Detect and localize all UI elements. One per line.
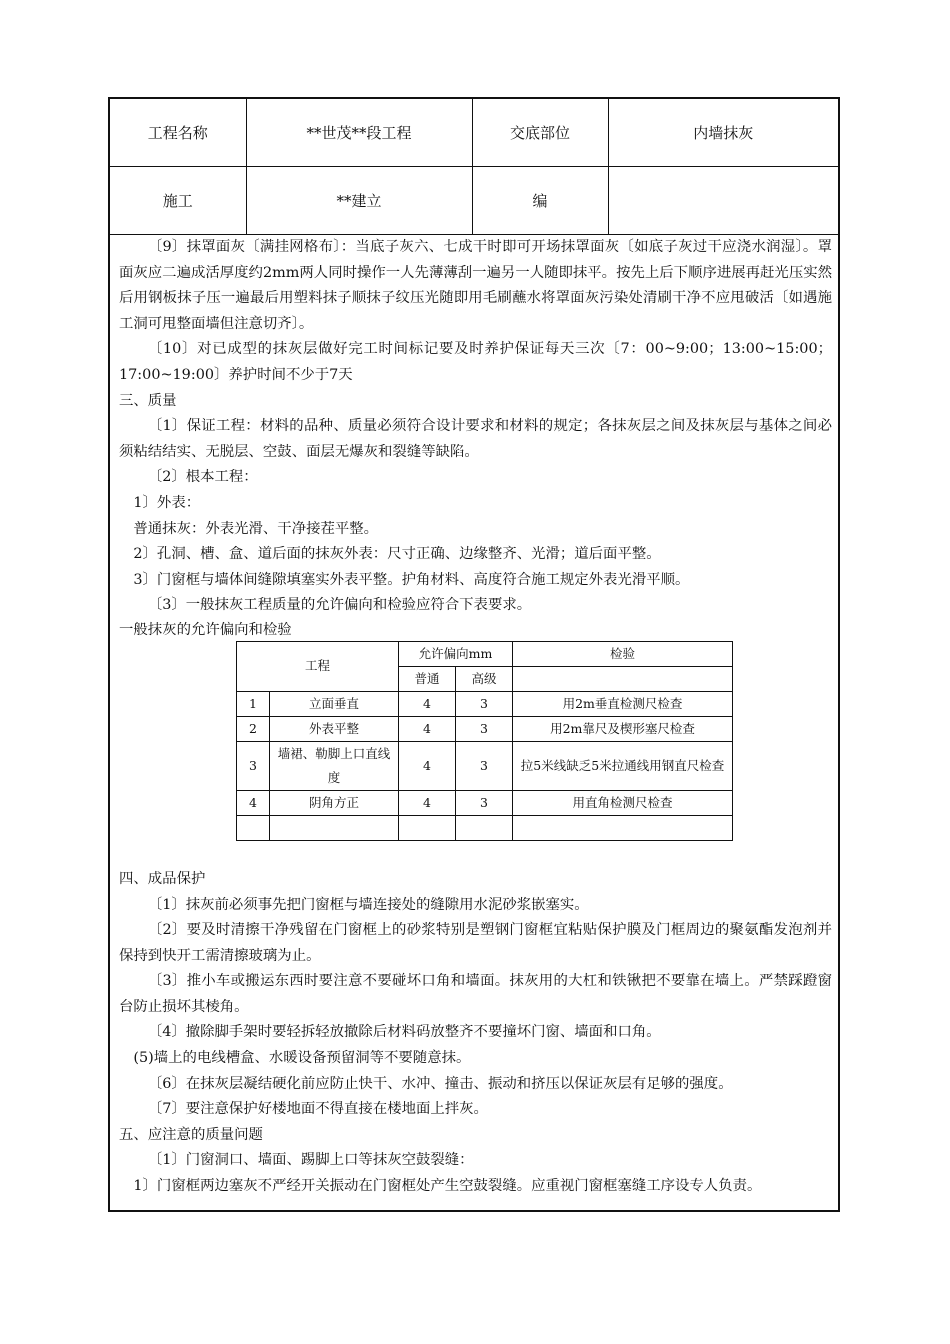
row-high: 3 (456, 741, 513, 790)
document-frame (108, 97, 840, 1212)
row-normal: 4 (399, 691, 456, 716)
paragraph: 〔6〕在抹灰层凝结硬化前应防止快干、水冲、撞击、振动和挤压以保证灰层有足够的强度。 (147, 1075, 733, 1092)
paragraph: 普通抹灰：外表光滑、干净接茬平整。 (133, 520, 379, 537)
paragraph: 〔2〕根本工程： (147, 469, 258, 486)
row-check: 用2m靠尺及楔形塞尺检查 (513, 716, 733, 741)
col-allow-header: 允许偏向mm (399, 641, 513, 666)
part-value: 内墙抹灰 (608, 99, 838, 167)
paragraph: 〔1〕抹灰前必须事先把门窗框与墙连接处的缝隙用水泥砂浆嵌塞实。 (147, 896, 589, 913)
row-normal: 4 (399, 741, 456, 790)
quality-table (236, 641, 733, 841)
paragraph: 〔1〕门窗洞口、墙面、踢脚上口等抹灰空鼓裂缝： (147, 1152, 474, 1169)
row-check: 拉5米线缺乏5米拉通线用钢直尺检查 (513, 741, 733, 790)
paragraph: 3〕门窗框与墙体间缝隙填塞实外表平整。护角材料、高度符合施工规定外表光滑平顺。 (133, 571, 690, 588)
row-item: 墙裙、勒脚上口直线度 (270, 741, 399, 790)
section-heading: 四、成品保护 (119, 870, 206, 887)
table-row (237, 790, 733, 815)
project-name-label: 工程名称 (110, 99, 246, 167)
paragraph: 〔9〕抹罩面灰〔满挂网格布〕：当底子灰六、七成干时即可开场抹罩面灰〔如底子灰过干应浇水润湿〕。罩面灰应二遍成活厚度约2mm两人同时操作一人先薄薄刮一遍另一人随即抹平。按先上后下顺序进展再赶光压实然后用钢板抹子压一遍最后用塑料抹子顺抹子纹压光随即用毛刷蘸水将罩面灰污染处清刷干净不应甩破活〔如遇施工洞可甩整面墙但注意切齐〕。 (119, 239, 832, 332)
part-label: 交底部位 (472, 99, 608, 167)
project-name-value: **世茂**段工程 (246, 99, 472, 167)
table-row (237, 741, 733, 790)
editor-value (608, 167, 838, 235)
paragraph: (5)墙上的电线槽盒、水暖设备预留洞等不要随意抹。 (133, 1050, 471, 1067)
col-check-header: 检验 (513, 641, 733, 666)
paragraph: 〔7〕要注意保护好楼地面不得直接在楼地面上拌灰。 (147, 1101, 488, 1118)
construction-label: 施工 (110, 167, 246, 235)
paragraph: 1〕门窗框两边塞灰不严经开关振动在门窗框处产生空鼓裂缝。应重视门窗框塞缝工序设专人负责。 (133, 1178, 762, 1195)
row-item: 外表平整 (270, 716, 399, 741)
paragraph: 〔1〕保证工程：材料的品种、质量必须符合设计要求和材料的规定；各抹灰层之间及抹灰层与基体之间必须粘结结实、无脱层、空鼓、面层无爆灰和裂缝等缺陷。 (119, 418, 832, 460)
row-high: 3 (456, 691, 513, 716)
document-body (110, 235, 838, 1200)
table-title: 一般抹灰的允许偏向和检验 (119, 621, 292, 638)
row-normal: 4 (399, 716, 456, 741)
col-normal-header: 普通 (399, 666, 456, 691)
paragraph: 〔4〕撤除脚手架时要轻拆轻放撤除后材料码放整齐不要撞坏门窗、墙面和口角。 (147, 1024, 661, 1041)
row-high: 3 (456, 716, 513, 741)
section-heading: 三、质量 (119, 392, 177, 409)
paragraph: 〔3〕推小车或搬运东西时要注意不要碰坏口角和墙面。抹灰用的大杠和铁锹把不要靠在墙上。严禁踩蹬窗台防止损坏其棱角。 (119, 973, 832, 1015)
paragraph: 〔10〕对已成型的抹灰层做好完工时间标记要及时养护保证每天三次〔7：00~9:00；13:00~15:00；17:00~19:00〕养护时间不少于7天 (119, 341, 832, 383)
editor-label: 编 (472, 167, 608, 235)
row-normal: 4 (399, 790, 456, 815)
paragraph: 〔3〕一般抹灰工程质量的允许偏向和检验应符合下表要求。 (147, 597, 532, 614)
row-no: 2 (237, 716, 270, 741)
row-no: 1 (237, 691, 270, 716)
paragraph: 〔2〕要及时清擦干净残留在门窗框上的砂浆特别是塑钢门窗框宜粘贴保护膜及门框周边的聚氨酯发泡剂并保持到快开工需清擦玻璃为止。 (119, 922, 832, 964)
col-high-header: 高级 (456, 666, 513, 691)
row-item: 立面垂直 (270, 691, 399, 716)
row-check: 用直角检测尺检查 (513, 790, 733, 815)
table-row (237, 716, 733, 741)
row-no: 3 (237, 741, 270, 790)
construction-value: **建立 (246, 167, 472, 235)
paragraph: 2〕孔洞、槽、盒、道后面的抹灰外表：尺寸正确、边缘整齐、光滑；道后面平整。 (133, 546, 661, 563)
section-heading: 五、应注意的质量问题 (119, 1126, 263, 1143)
row-item: 阴角方正 (270, 790, 399, 815)
col-item-header: 工程 (237, 641, 399, 691)
table-row-empty (237, 815, 733, 840)
row-no: 4 (237, 790, 270, 815)
table-row (237, 691, 733, 716)
paragraph: 1〕外表： (133, 494, 201, 511)
row-high: 3 (456, 790, 513, 815)
row-check: 用2m垂直检测尺检查 (513, 691, 733, 716)
header-table (110, 99, 838, 235)
empty-cell (513, 666, 733, 691)
